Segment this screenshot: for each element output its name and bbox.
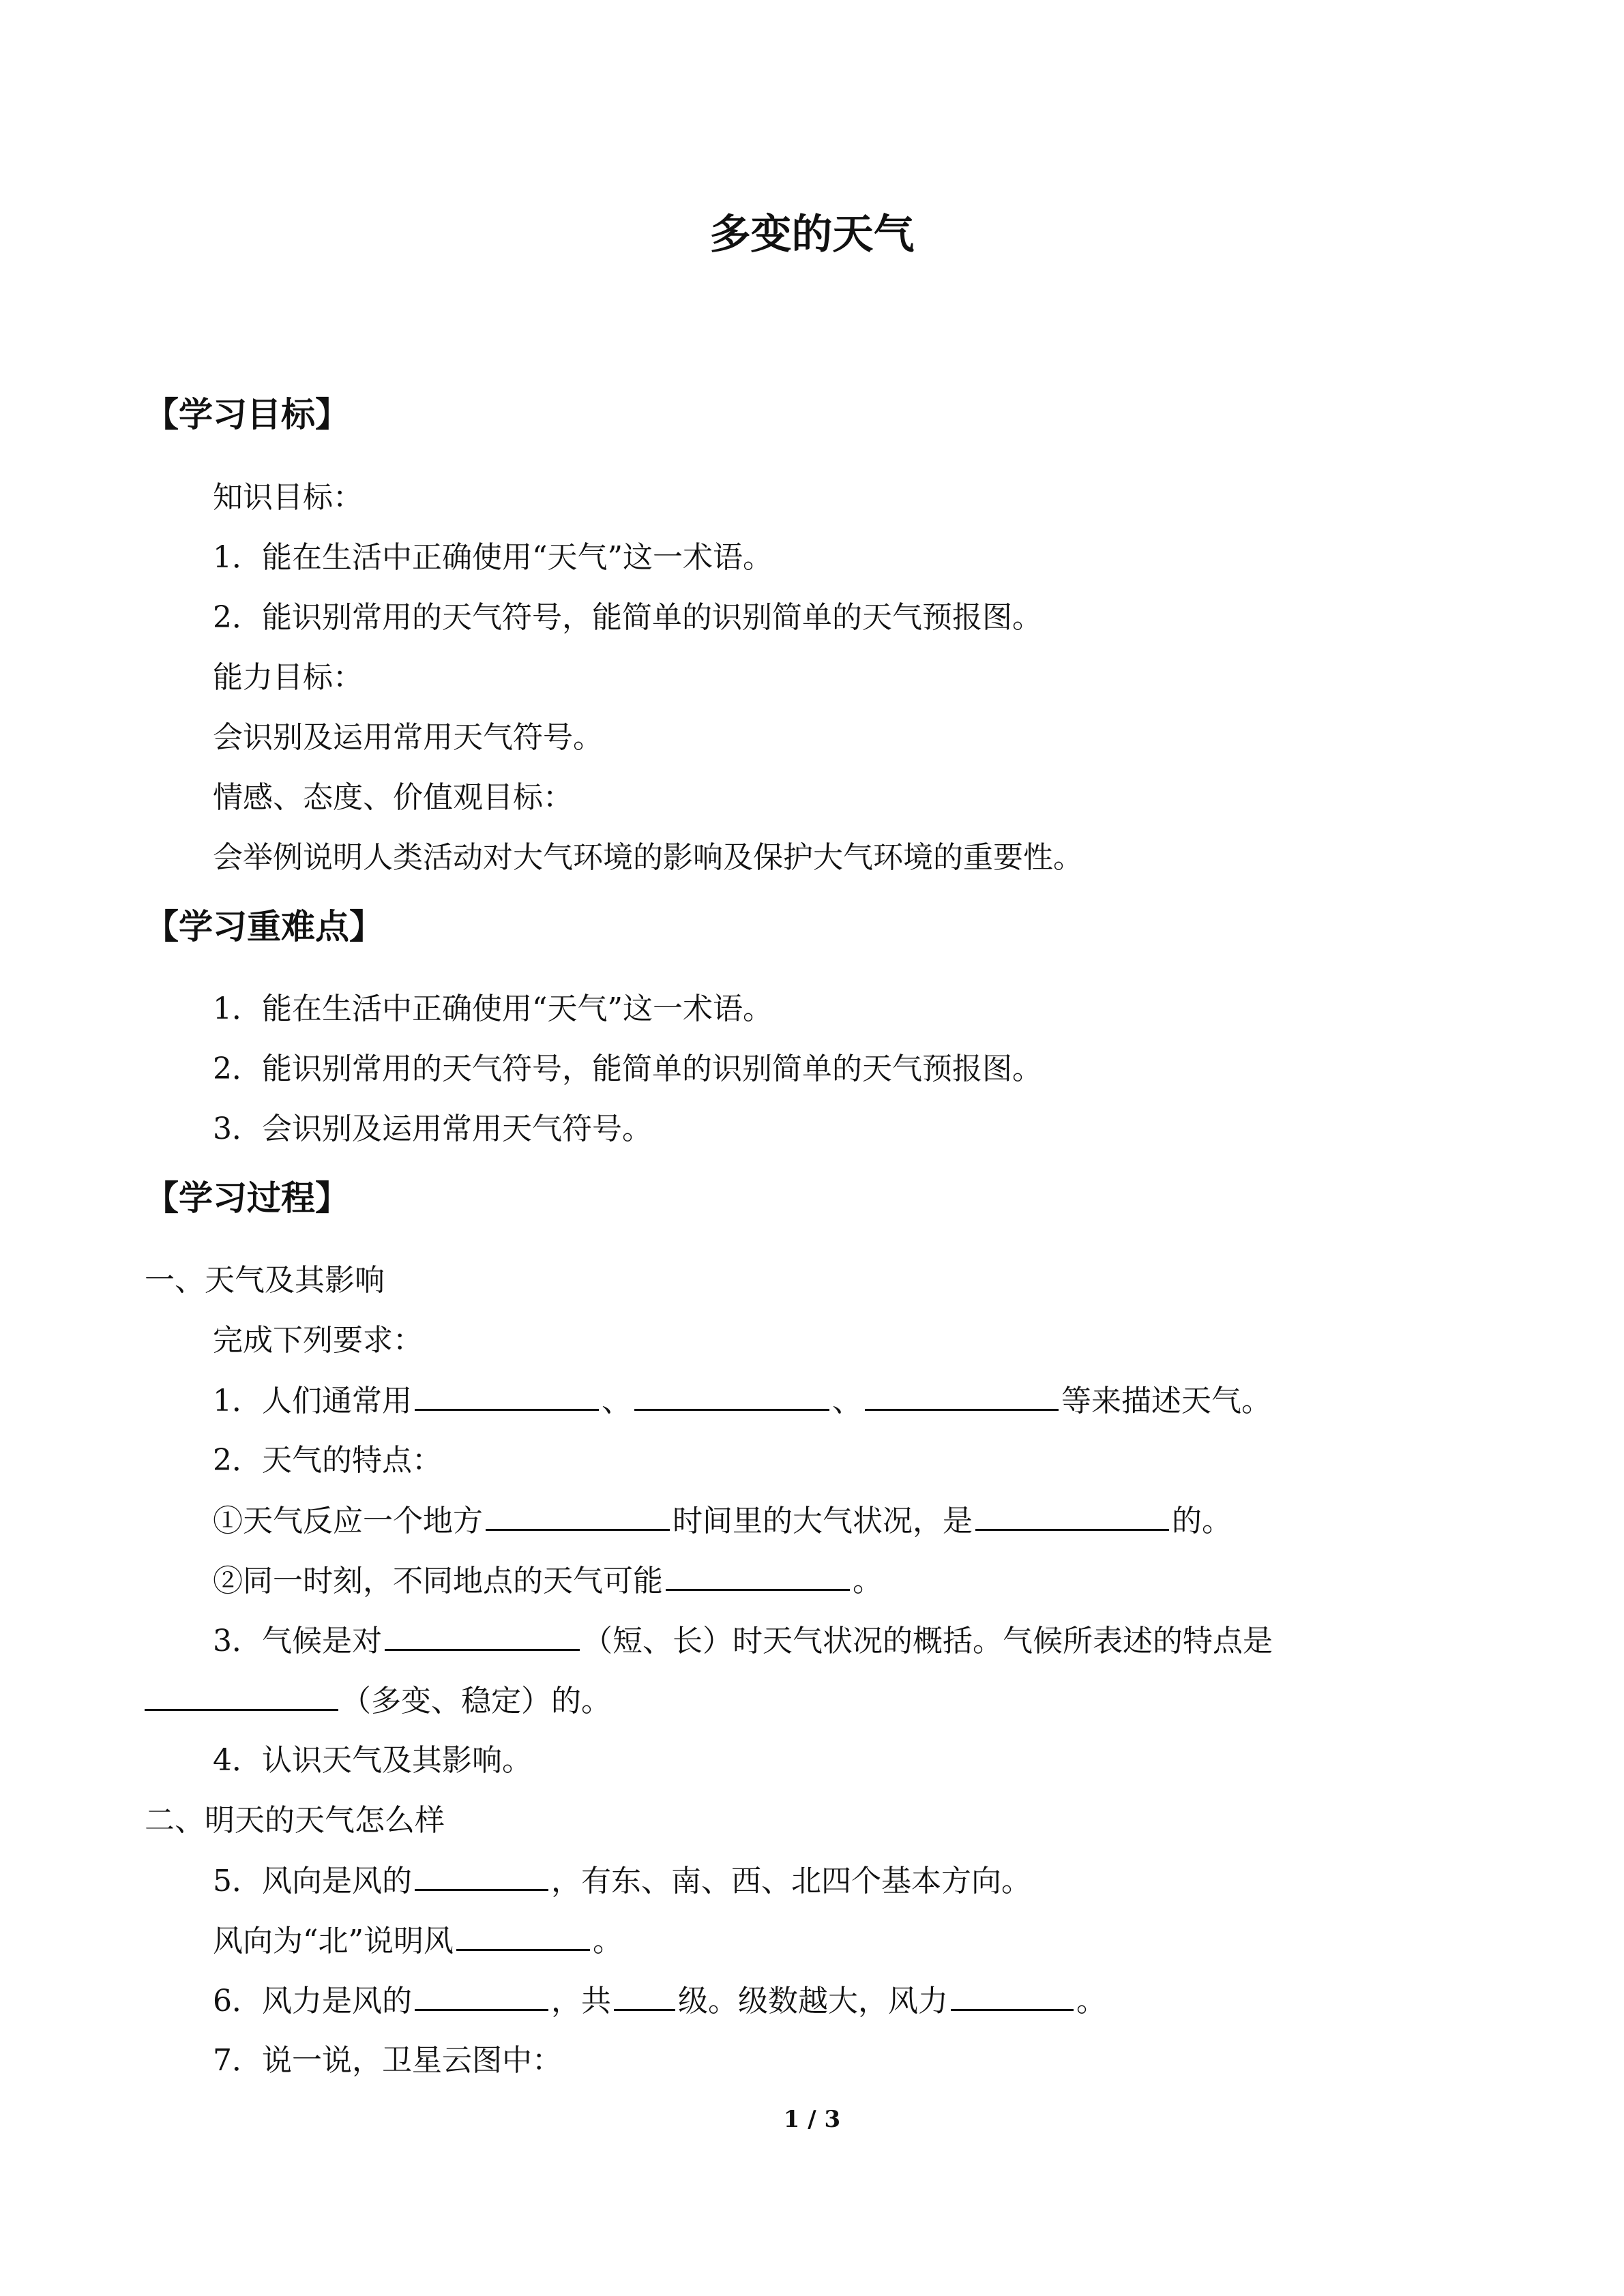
fill-blank[interactable] <box>145 1679 338 1711</box>
page-number: 1 / 3 <box>783 2106 841 2133</box>
fill-blank[interactable] <box>865 1379 1059 1411</box>
question-2-1-text-c: 的。 <box>1172 1504 1232 1538</box>
part-2-title: 二、明天的天气怎么样 <box>145 1803 445 1838</box>
ability-goal-label: 能力目标： <box>213 660 363 695</box>
part-1-title: 一、天气及其影响 <box>145 1263 385 1298</box>
question-5-text-b: ，有东、南、西、北四个基本方向。 <box>551 1864 1031 1898</box>
section-heading-key-points: 【学习重难点】 <box>145 907 383 946</box>
question-6-text-d: 。 <box>1076 1984 1106 2018</box>
question-1-sep-1: 、 <box>602 1384 632 1418</box>
fill-blank[interactable] <box>975 1499 1169 1531</box>
section-heading-goals: 【学习目标】 <box>145 395 349 434</box>
question-2-item-1 <box>213 1499 1232 1543</box>
knowledge-goal-2: 2．能识别常用的天气符号，能简单的识别简单的天气预报图。 <box>213 600 1042 635</box>
key-point-2: 2．能识别常用的天气符号，能简单的识别简单的天气预报图。 <box>213 1052 1042 1086</box>
question-7: 7．说一说，卫星云图中： <box>213 2043 562 2078</box>
question-2-1-text-b: 时间里的大气状况，是 <box>673 1504 973 1538</box>
question-3-text-a: 3．气候是对 <box>213 1624 382 1658</box>
question-6-text-c: 级。级数越大，风力 <box>678 1984 948 2018</box>
fill-blank[interactable] <box>385 1619 580 1651</box>
question-1 <box>213 1379 1271 1423</box>
question-5-sub <box>213 1919 623 1963</box>
key-point-1: 1．能在生活中正确使用“天气”这一术语。 <box>213 992 773 1026</box>
knowledge-goal-1: 1．能在生活中正确使用“天气”这一术语。 <box>213 540 773 575</box>
emotion-goal-label: 情感、态度、价值观目标： <box>213 780 573 815</box>
question-5-text-d: 。 <box>593 1924 623 1958</box>
fill-blank[interactable] <box>415 1979 548 2011</box>
fill-blank[interactable] <box>456 1919 590 1951</box>
question-2-item-2 <box>213 1559 883 1603</box>
question-1-text-a: 1．人们通常用 <box>213 1384 412 1418</box>
fill-blank[interactable] <box>614 1979 675 2011</box>
key-point-3: 3．会识别及运用常用天气符号。 <box>213 1112 652 1146</box>
question-6-text-a: 6．风力是风的 <box>213 1984 412 2018</box>
question-5 <box>213 1859 1031 1903</box>
question-1-text-b: 等来描述天气。 <box>1061 1384 1271 1418</box>
knowledge-goal-label: 知识目标： <box>213 480 363 515</box>
question-2-1-text-a: ①天气反应一个地方 <box>213 1504 483 1538</box>
question-2-2-text-a: ②同一时刻，不同地点的天气可能 <box>213 1564 663 1598</box>
fill-blank[interactable] <box>415 1379 599 1411</box>
question-5-text-c: 风向为“北”说明风 <box>213 1924 454 1958</box>
emotion-goal-1: 会举例说明人类活动对大气环境的影响及保护大气环境的重要性。 <box>213 840 1083 875</box>
question-2-2-text-b: 。 <box>853 1564 883 1598</box>
question-3-continued <box>145 1679 611 1723</box>
section-heading-process: 【学习过程】 <box>145 1178 349 1218</box>
question-6 <box>213 1979 1106 2023</box>
question-3 <box>213 1619 1273 1663</box>
question-2: 2．天气的特点： <box>213 1443 442 1478</box>
question-1-sep-2: 、 <box>832 1384 862 1418</box>
question-3-text-c: （多变、稳定）的。 <box>341 1684 611 1718</box>
ability-goal-1: 会识别及运用常用天气符号。 <box>213 720 603 755</box>
fill-blank[interactable] <box>666 1559 850 1591</box>
question-6-text-b: ，共 <box>551 1984 611 2018</box>
question-4: 4．认识天气及其影响。 <box>213 1743 532 1778</box>
document-title: 多变的天气 <box>709 211 915 258</box>
fill-blank[interactable] <box>415 1859 548 1891</box>
question-3-text-b: （短、长）时天气状况的概括。气候所表述的特点是 <box>582 1624 1273 1658</box>
fill-blank[interactable] <box>486 1499 670 1531</box>
fill-blank[interactable] <box>951 1979 1074 2011</box>
question-5-text-a: 5．风向是风的 <box>213 1864 412 1898</box>
instruction: 完成下列要求： <box>213 1323 423 1358</box>
fill-blank[interactable] <box>634 1379 829 1411</box>
